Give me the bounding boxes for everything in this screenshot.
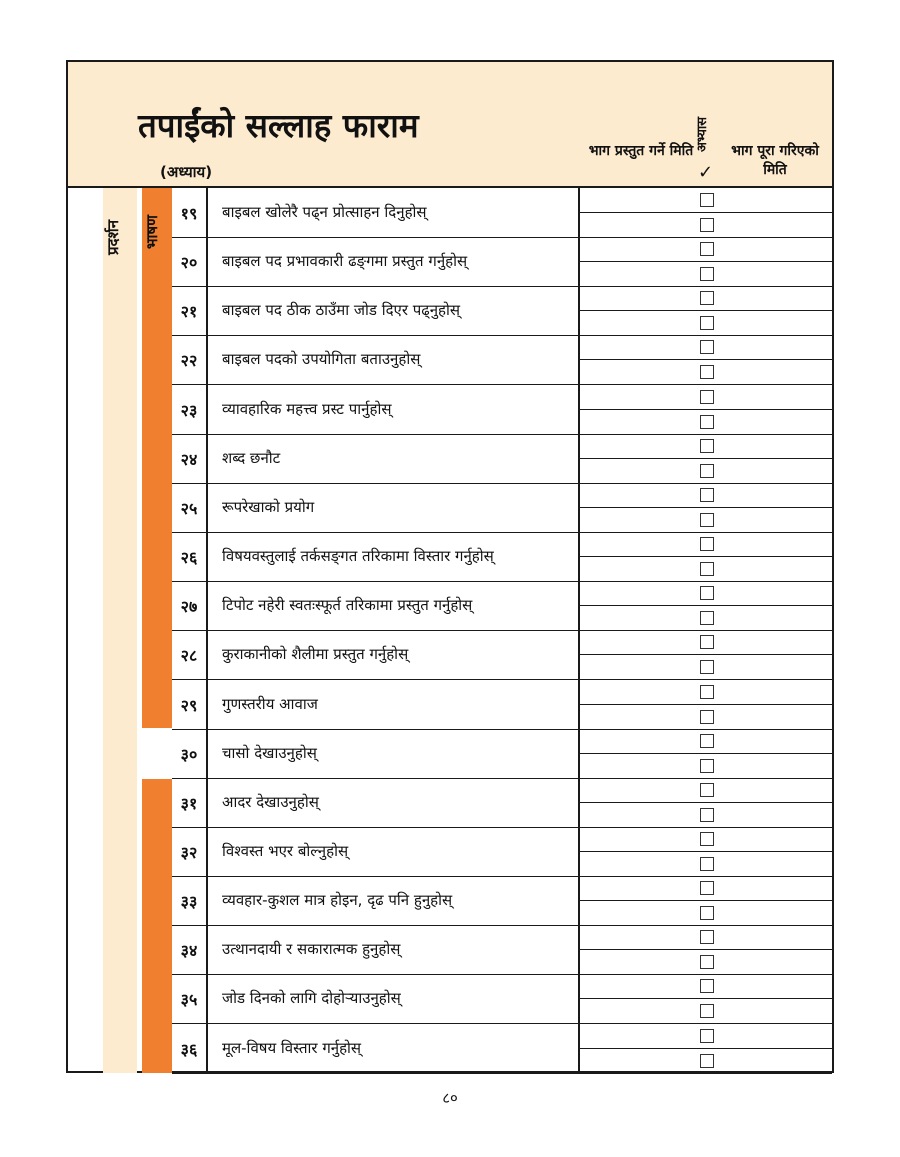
lesson-number: २८ xyxy=(180,646,198,666)
lesson-title: गुणस्तरीय आवाज xyxy=(222,694,318,713)
practice-checkbox[interactable] xyxy=(700,881,714,895)
row-split-line xyxy=(578,704,832,705)
practice-checkbox[interactable] xyxy=(700,218,714,232)
practice-checkbox[interactable] xyxy=(700,710,714,724)
chapter-column-label: (अध्याय) xyxy=(160,163,213,181)
lesson-number: ३६ xyxy=(180,1039,198,1059)
lesson-title: मूल-विषय विस्तार गर्नुहोस्‌ xyxy=(222,1038,362,1057)
page-title: तपाईंको सल्लाह फाराम xyxy=(138,106,419,145)
row-split-line xyxy=(578,605,832,606)
table-row xyxy=(172,876,832,925)
row-split-line xyxy=(578,359,832,360)
lesson-number: ३४ xyxy=(180,941,198,961)
table-row xyxy=(172,286,832,335)
practice-checkbox[interactable] xyxy=(700,1054,714,1068)
lesson-title: विषयवस्तुलाई तर्कसङ्‌गत तरिकामा विस्तार गर्नुहोस्‌ xyxy=(222,547,494,566)
practice-checkbox[interactable] xyxy=(700,857,714,871)
row-split-line xyxy=(578,998,832,999)
row-split-line xyxy=(578,261,832,262)
table-row xyxy=(172,581,832,630)
row-split-line xyxy=(578,507,832,508)
practice-checkbox[interactable] xyxy=(700,955,714,969)
speech-strip-bottom xyxy=(142,779,172,1073)
practice-checkbox[interactable] xyxy=(700,439,714,453)
practice-checkbox[interactable] xyxy=(700,390,714,404)
lesson-title: बाइबल खोलेरै पढ्‌न प्रोत्साहन दिनुहोस्‌ xyxy=(222,203,427,221)
table-row xyxy=(172,827,832,876)
practice-checkbox[interactable] xyxy=(700,832,714,846)
table-row xyxy=(172,630,832,679)
row-split-line xyxy=(578,409,832,410)
table-row xyxy=(172,335,832,384)
row-split-line xyxy=(578,310,832,311)
practice-checkbox[interactable] xyxy=(700,488,714,502)
lesson-number: २२ xyxy=(180,351,198,371)
lesson-number: २९ xyxy=(180,695,198,715)
table-row xyxy=(172,237,832,286)
practice-header: अभ्यास xyxy=(695,116,710,152)
lesson-title: शब्द छनौट xyxy=(222,448,281,467)
table-row xyxy=(172,385,832,434)
practice-checkbox[interactable] xyxy=(700,1029,714,1043)
lesson-number: ३२ xyxy=(180,842,198,862)
lesson-title: आदर देखाउनुहोस्‌ xyxy=(222,792,319,811)
row-split-line xyxy=(578,900,832,901)
lesson-title: बाइबल पदको उपयोगिता बताउनुहोस्‌ xyxy=(222,350,421,369)
row-split-line xyxy=(578,654,832,655)
lesson-title: बाइबल पद प्रभावकारी ढङ्‌गमा प्रस्तुत गर्नुहोस्‌ xyxy=(222,252,468,271)
practice-checkbox[interactable] xyxy=(700,635,714,649)
speech-strip-top xyxy=(142,188,172,728)
practice-checkbox[interactable] xyxy=(700,513,714,527)
table-row xyxy=(172,974,832,1023)
practice-checkbox[interactable] xyxy=(700,660,714,674)
lesson-title: बाइबल पद ठीक ठाउँमा जोड दिएर पढ्‌नुहोस्‌ xyxy=(222,301,461,320)
table-row xyxy=(172,483,832,532)
lesson-title: चासो देखाउनुहोस्‌ xyxy=(222,743,317,762)
practice-checkbox[interactable] xyxy=(700,808,714,822)
table-row xyxy=(172,778,832,827)
lesson-number: ३१ xyxy=(180,793,198,813)
row-divider xyxy=(172,1073,832,1074)
lesson-title: व्यावहारिक महत्त्व प्रस्ट पार्नुहोस्‌ xyxy=(222,399,392,418)
row-split-line xyxy=(578,753,832,754)
row-split-line xyxy=(578,1048,832,1049)
practice-checkbox[interactable] xyxy=(700,685,714,699)
lesson-number: ३३ xyxy=(180,892,198,912)
row-split-line xyxy=(578,556,832,557)
practice-checkbox[interactable] xyxy=(700,537,714,551)
check-mark-icon: ✓ xyxy=(698,162,714,183)
speech-label: भाषण xyxy=(143,215,161,249)
row-split-line xyxy=(578,212,832,213)
row-split-line xyxy=(578,458,832,459)
practice-checkbox[interactable] xyxy=(700,759,714,773)
practice-checkbox[interactable] xyxy=(700,586,714,600)
table-row xyxy=(172,925,832,974)
lesson-number: ३५ xyxy=(180,990,198,1010)
practice-checkbox[interactable] xyxy=(700,734,714,748)
table-row xyxy=(172,532,832,581)
date-completed-header: भाग पूरा गरिएको मिति xyxy=(731,143,819,178)
lesson-number: ३० xyxy=(180,744,198,764)
table-row xyxy=(172,729,832,778)
practice-checkbox[interactable] xyxy=(700,291,714,305)
lesson-number: २१ xyxy=(180,302,198,322)
practice-checkbox[interactable] xyxy=(700,464,714,478)
counsel-form-frame xyxy=(66,60,834,1073)
practice-checkbox[interactable] xyxy=(700,340,714,354)
practice-checkbox[interactable] xyxy=(700,562,714,576)
lesson-title: विश्‍वस्त भएर बोल्नुहोस्‌ xyxy=(222,841,349,860)
lesson-title: व्यवहार-कुशल मात्र होइन, दृढ पनि हुनुहोस्‌ xyxy=(222,891,453,910)
practice-checkbox[interactable] xyxy=(700,267,714,281)
lesson-title: रूपरेखाको प्रयोग xyxy=(222,497,315,516)
lesson-title: टिपोट नहेरी स्वतःस्फूर्त तरिकामा प्रस्तुत गर्नुहोस्‌ xyxy=(222,596,473,615)
table-row xyxy=(172,188,832,237)
row-split-line xyxy=(578,949,832,950)
lesson-title: जोड दिनको लागि दोहोऱ्याउनुहोस्‌ xyxy=(222,989,401,1008)
lesson-number: २४ xyxy=(180,449,198,469)
lesson-number: २३ xyxy=(180,400,198,420)
practice-checkbox[interactable] xyxy=(700,979,714,993)
lesson-title: कुराकानीको शैलीमा प्रस्तुत गर्नुहोस्‌ xyxy=(222,645,409,664)
practice-checkbox[interactable] xyxy=(700,930,714,944)
table-row xyxy=(172,434,832,483)
table-row xyxy=(172,680,832,729)
lesson-number: २७ xyxy=(180,597,198,617)
form-header xyxy=(68,62,832,188)
lesson-number: २० xyxy=(180,253,198,273)
lesson-title: उत्थानदायी र सकारात्मक हुनुहोस्‌ xyxy=(222,940,401,959)
practice-checkbox[interactable] xyxy=(700,1004,714,1018)
page-number: ८० xyxy=(442,1089,458,1107)
row-split-line xyxy=(578,802,832,803)
practice-checkbox[interactable] xyxy=(700,242,714,256)
presentation-strip xyxy=(103,188,137,1073)
date-assigned-header: भाग प्रस्तुत गर्ने मिति xyxy=(588,143,694,159)
practice-checkbox[interactable] xyxy=(700,611,714,625)
practice-checkbox[interactable] xyxy=(700,415,714,429)
presentation-label: प्रदर्शन xyxy=(104,219,122,255)
practice-checkbox[interactable] xyxy=(700,783,714,797)
lesson-number: १९ xyxy=(180,204,198,223)
table-row xyxy=(172,1024,832,1073)
lesson-number: २६ xyxy=(180,548,198,568)
row-split-line xyxy=(578,851,832,852)
practice-checkbox[interactable] xyxy=(700,906,714,920)
practice-checkbox[interactable] xyxy=(700,365,714,379)
practice-checkbox[interactable] xyxy=(700,193,714,207)
practice-checkbox[interactable] xyxy=(700,316,714,330)
lesson-number: २५ xyxy=(180,498,198,518)
